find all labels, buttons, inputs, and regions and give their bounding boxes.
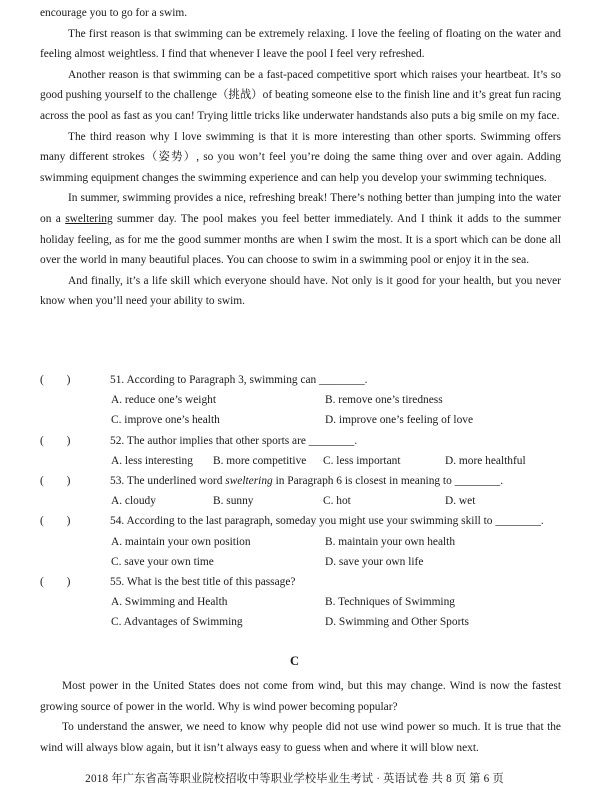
option-b: B. remove one’s tiredness bbox=[325, 394, 443, 407]
option-b: B. sunny bbox=[213, 495, 254, 508]
passage-b bbox=[0, 3, 589, 312]
question-stem: 52. The author implies that other sports are ________. bbox=[110, 434, 358, 447]
option-d: D. more healthful bbox=[445, 454, 526, 467]
option-a: A. cloudy bbox=[111, 495, 156, 508]
option-b: B. more competitive bbox=[213, 454, 307, 467]
answer-bracket[interactable]: ( ) bbox=[40, 575, 71, 588]
paragraph bbox=[0, 188, 589, 270]
paragraph: encourage you to go for a swim. bbox=[40, 7, 188, 19]
page-footer: 2018 年广东省高等职业院校招收中等职业学校毕业生考试 · 英语试卷 共 8 页 第 6 页 bbox=[85, 773, 504, 785]
option-c: C. less important bbox=[323, 454, 401, 467]
question-54 bbox=[0, 511, 589, 572]
text-span: In summer, swimming provides a nice, refreshing break! There’s nothing better than jumping into the water on a bbox=[40, 192, 561, 225]
question-55 bbox=[0, 572, 589, 633]
answer-bracket[interactable]: ( ) bbox=[40, 474, 71, 487]
text-span: 53. The underlined word bbox=[110, 474, 226, 487]
option-d: D. improve one’s feeling of love bbox=[325, 414, 474, 427]
paragraph: Another reason is that swimming can be a fast-paced competitive sport which raises your heartbeat. It’s so good pushing yourself to the challenge（挑战）of beating someone else to the finish line and it’s great fun racing across the pool as fast as you can! Trying little tricks like underwater handstands also puts a big smile on my face. bbox=[40, 68, 561, 122]
option-a: A. less interesting bbox=[111, 454, 193, 467]
passage-c bbox=[0, 676, 589, 758]
option-d: D. Swimming and Other Sports bbox=[325, 616, 469, 629]
option-a: A. reduce one’s weight bbox=[111, 394, 217, 407]
option-b: B. Techniques of Swimming bbox=[325, 596, 455, 609]
text-span: in Paragraph 6 is closest in meaning to ________. bbox=[272, 474, 504, 487]
answer-bracket[interactable]: ( ) bbox=[40, 374, 71, 386]
paragraph: Most power in the United States does not come from wind, but this may change. Wind is now the fastest growing source of power in the world. Why is wind power becoming popular? bbox=[40, 680, 561, 713]
question-stem: 54. According to the last paragraph, someday you might use your swimming skill to ________. bbox=[110, 515, 544, 528]
question-stem: 55. What is the best title of this passage? bbox=[110, 575, 296, 588]
option-a: A. maintain your own position bbox=[111, 535, 251, 548]
option-c: C. save your own time bbox=[111, 555, 214, 568]
option-c: C. improve one’s health bbox=[111, 414, 220, 427]
answer-bracket[interactable]: ( ) bbox=[40, 434, 71, 447]
option-a: A. Swimming and Health bbox=[111, 596, 228, 609]
underlined-word: sweltering bbox=[65, 212, 113, 225]
paragraph: The third reason why I love swimming is that it is more interesting than other sports. Swimming offers many different strokes（姿势）, so you won’t feel you’re doing the same thing over and over again. Adding swimming equipment changes the swimming experience and can help you develop your swimming techniques. bbox=[40, 130, 561, 184]
paragraph: To understand the answer, we need to know why people did not use wind power so much. It is true that the wind will always blow again, but it isn’t always easy to guess when and where it will blow next. bbox=[40, 721, 561, 754]
question-51 bbox=[0, 370, 589, 431]
text-span: summer day. The pool makes you feel better immediately. And I think it adds to the summer holiday feeling, as for me the good summer months are when I swim the most. It is a sport which can be done all over the world in many beautiful places. You can choose to swim in a swimming pool or enjoy it in the sea. bbox=[40, 212, 561, 267]
italic-word: sweltering bbox=[225, 474, 273, 487]
option-d: D. save your own life bbox=[325, 555, 424, 568]
answer-bracket[interactable]: ( ) bbox=[40, 515, 71, 528]
option-b: B. maintain your own health bbox=[325, 535, 456, 548]
question-stem: 51. According to Paragraph 3, swimming can ________. bbox=[110, 374, 368, 386]
paragraph: The first reason is that swimming can be extremely relaxing. I love the feeling of floating on the water and feeling almost weightless. I find that whenever I leave the pool I feel very refreshed. bbox=[40, 27, 561, 61]
paragraph: And finally, it’s a life skill which everyone should have. Not only is it good for your health, but you never know when you’ll need your ability to swim. bbox=[40, 274, 561, 308]
question-stem bbox=[110, 471, 503, 491]
section-heading: C bbox=[289, 654, 300, 668]
question-52 bbox=[0, 431, 589, 471]
question-53 bbox=[0, 471, 589, 511]
option-d: D. wet bbox=[445, 495, 476, 508]
option-c: C. hot bbox=[323, 495, 351, 508]
question-list bbox=[0, 370, 589, 632]
option-c: C. Advantages of Swimming bbox=[111, 616, 243, 629]
